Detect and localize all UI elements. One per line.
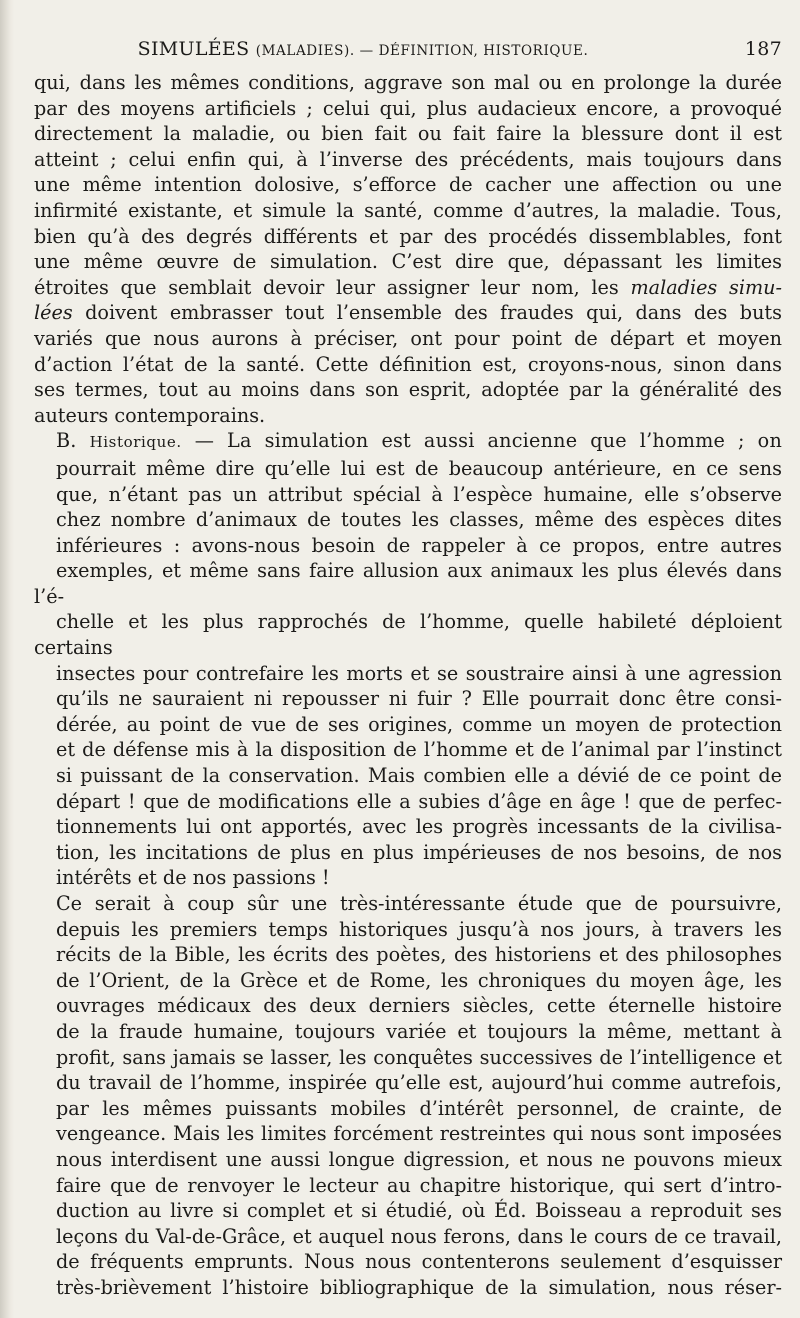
text-line: d’action l’état de la santé. Cette définition est, croyons-nous, sinon dans [34,352,782,376]
text-line: leçons du Val-de-Grâce, et auquel nous ferons, dans le cours de ce travail, [56,1224,782,1248]
text-line: de l’Orient, de la Grèce et de Rome, les chroniques du moyen âge, les [56,968,782,992]
text-line: directement la maladie, ou bien fait ou fait faire la blessure dont il est [34,122,782,146]
text-segment: étroites que semblait devoir leur assigner leur nom, les [34,275,619,299]
text-line: insectes pour contrefaire les morts et se soustraire ainsi à une agression [56,661,782,685]
text-line: infirmité existante, et simule la santé, comme d’autres, la maladie. Tous, [34,198,782,222]
text-line-with-italic [34,300,782,326]
text-line-with-italic [34,275,782,301]
text-line: que, n’étant pas un attribut spécial à l’espèce humaine, elle s’observe [56,482,782,506]
text-line: de la fraude humaine, toujours variée et toujours la même, mettant à [56,1019,782,1043]
text-line: très-brièvement l’histoire bibliographique de la simulation, nous réser- [56,1275,782,1299]
text-line: vengeance. Mais les limites forcément restreintes qui nous sont imposées [56,1122,782,1146]
text-line: exemples, et même sans faire allusion aux animaux les plus élevés dans l’é- [34,559,782,608]
text-line: de fréquents emprunts. Nous nous contenterons seulement d’esquisser [56,1250,782,1274]
text-segment: doivent embrasser tout l’ensemble des fraudes qui, dans des buts [72,301,782,325]
text-line: par des moyens artificiels ; celui qui, plus audacieux encore, a provoqué [34,96,782,120]
text-line: faire que de renvoyer le lecteur au chapitre historique, qui sert d’intro- [56,1173,782,1197]
text-line: bien qu’à des degrés différents et par des procédés dissemblables, font [34,224,782,248]
section-heading-line [34,428,782,456]
text-line: Ce serait à coup sûr une très-intéressante étude que de poursuivre, [56,892,782,915]
text-line: ouvrages médicaux des deux derniers siècles, cette éternelle histoire [56,994,782,1018]
running-head-title [34,38,692,60]
italic-term: maladies simu- [630,275,782,299]
italic-term: lées [34,301,73,325]
text-line: depuis les premiers temps historiques jusqu’à nos jours, à travers les [56,917,782,941]
text-line: ses termes, tout au moins dans son esprit, adoptée par la généralité des [34,378,782,402]
book-page [34,38,782,1301]
text-line: duction au livre si complet et si étudié, où Éd. Boisseau a reproduit ses [56,1199,782,1223]
paragraph-definition [34,70,782,428]
text-line: intérêts et de nos passions ! [56,866,330,890]
text-line: une même œuvre de simulation. C’est dire que, dépassant les limites [34,250,782,274]
text-line: départ ! que de modifications elle a subies d’âge en âge ! que de perfec- [56,789,782,813]
text-line: qu’ils ne sauraient ni repousser ni fuir ? Elle pourrait donc être consi- [56,687,782,711]
text-line: si puissant de la conservation. Mais combien elle a dévié de ce point de [56,764,782,788]
text-line: chez nombre d’animaux de toutes les classes, même des espèces dites [56,508,782,532]
section-title: Historique. [89,433,182,452]
text-line: tion, les incitations de plus en plus impérieuses de nos besoins, de nos [56,840,782,864]
text-line: pourrait même dire qu’elle lui est de beaucoup antérieure, en ce sens [56,456,782,480]
paragraph-history-study [34,891,782,1301]
text-line: profit, sans jamais se lasser, les conquêtes successives de l’intelligence et [56,1045,782,1069]
section-letter: B. [56,429,77,453]
text-line: auteurs contemporains. [34,403,266,427]
text-line: inférieures : avons-nous besoin de rappeler à ce propos, entre autres [56,533,782,557]
text-line: tionnements lui ont apportés, avec les progrès incessants de la civilisa- [56,815,782,839]
text-line: une même intention dolosive, s’efforce de cacher une affection ou une [34,173,782,197]
body-text [34,70,782,1301]
text-line: nous interdisent une aussi longue digression, et nous ne pouvons mieux [56,1147,782,1171]
text-line: atteint ; celui enfin qui, à l’inverse des précédents, mais toujours dans [34,147,782,171]
text-line: chelle et les plus rapprochés de l’homme, quelle habileté déploient certains [34,610,782,660]
text-line: qui, dans les mêmes conditions, aggrave son mal ou en prolonge la durée [34,71,782,94]
text-line: du travail de l’homme, inspirée qu’elle est, aujourd’hui comme autrefois, [56,1071,782,1095]
page-number: 187 [744,38,782,60]
text-line: et de défense mis à la disposition de l’homme et de l’animal par l’instinct [56,738,782,762]
text-line: par les mêmes puissants mobiles d’intérêt personnel, de crainte, de [56,1096,782,1120]
running-head [34,38,782,70]
page-gutter-shadow [0,0,14,1318]
text-segment: — La simulation est aussi ancienne que l’homme ; on [181,429,782,453]
running-head-title-main: SIMULÉES [137,38,250,60]
text-line: variés que nous aurons à préciser, ont pour point de départ et moyen [34,326,782,350]
paragraph-historique [34,428,782,891]
running-head-title-smallcaps: (MALADIES). — DÉFINITION, HISTORIQUE. [255,43,589,59]
text-line: récits de la Bible, les écrits des poètes, des historiens et des philosophes [56,943,782,967]
text-line: dérée, au point de vue de ses origines, comme un moyen de protection [56,712,782,736]
